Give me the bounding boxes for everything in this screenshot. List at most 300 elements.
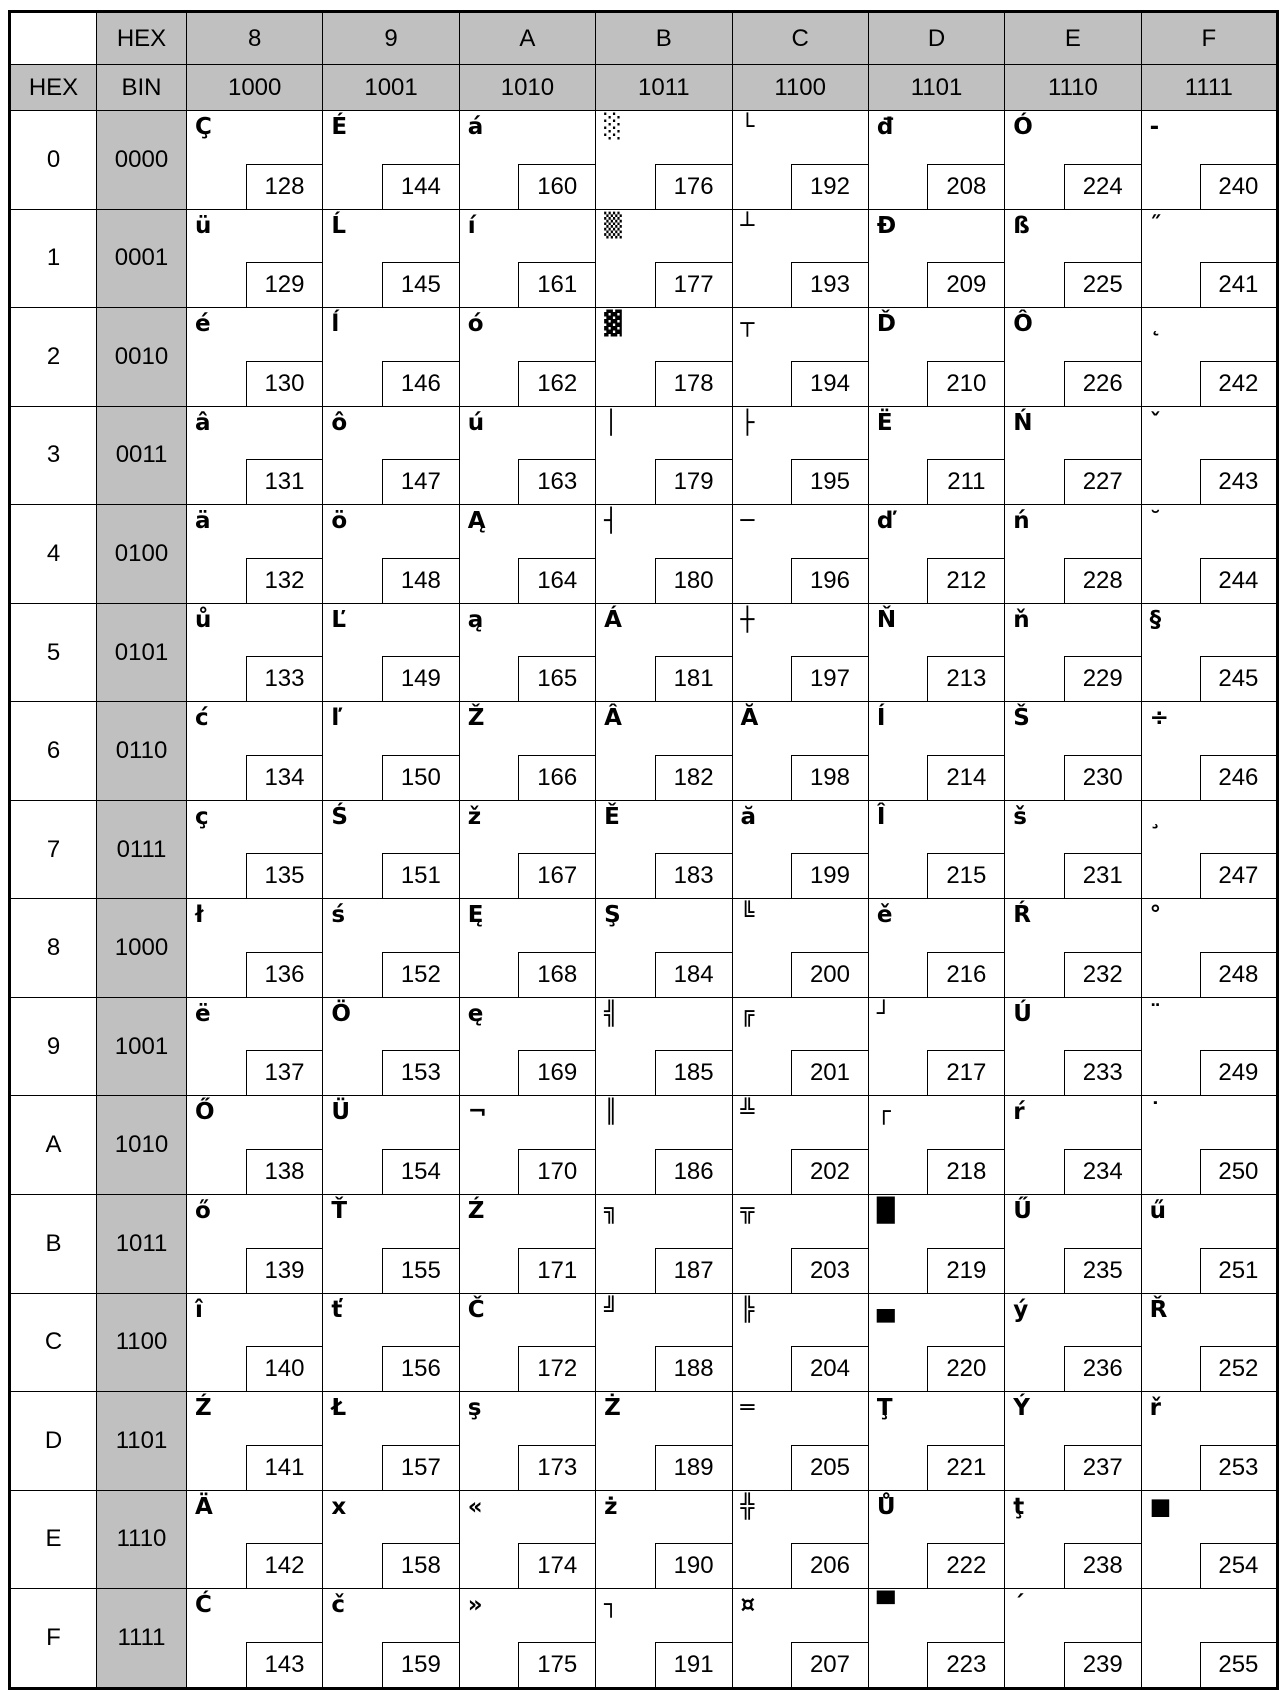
char-cell: [1141, 1392, 1277, 1491]
char-cell: [323, 1096, 459, 1195]
decimal-code: 138: [246, 1149, 323, 1194]
row-bin-value: 1011: [97, 1195, 187, 1294]
col-hex-b: B: [596, 12, 732, 65]
decimal-code: 220: [927, 1346, 1004, 1391]
char-cell: [1141, 1096, 1277, 1195]
char-cell: [732, 603, 868, 702]
decimal-code: 159: [382, 1642, 459, 1687]
char-glyph: ÷: [1149, 705, 1169, 732]
decimal-code: 167: [518, 853, 595, 898]
decimal-code: 226: [1064, 361, 1141, 406]
char-cell: [323, 899, 459, 998]
char-glyph: »: [467, 1592, 483, 1619]
decimal-code: 241: [1200, 262, 1276, 307]
char-glyph: ß: [1013, 212, 1030, 239]
char-glyph: x: [331, 1493, 347, 1520]
char-cell: [187, 111, 323, 210]
char-cell: [1141, 997, 1277, 1096]
decimal-code: 201: [791, 1050, 868, 1095]
char-glyph: ˘: [1149, 508, 1162, 535]
char-glyph: ╣: [604, 1000, 618, 1027]
char-glyph: ľ: [331, 705, 343, 732]
col-bin-c: 1100: [732, 65, 868, 111]
decimal-code: 162: [518, 361, 595, 406]
char-glyph: ╚: [740, 902, 755, 929]
decimal-code: 213: [927, 656, 1004, 701]
char-cell: [323, 1589, 459, 1689]
decimal-code: 210: [927, 361, 1004, 406]
row-hex-digit: 4: [10, 505, 97, 604]
decimal-code: 186: [655, 1149, 732, 1194]
row-bin-value: 0010: [97, 308, 187, 407]
decimal-code: 198: [791, 755, 868, 800]
char-cell: [1005, 1195, 1141, 1294]
char-glyph: └: [740, 114, 755, 140]
char-cell: [868, 1392, 1004, 1491]
decimal-code: 245: [1200, 656, 1276, 701]
char-cell: [323, 1293, 459, 1392]
char-glyph: ´: [1013, 1592, 1025, 1619]
char-cell: [323, 1490, 459, 1589]
char-glyph: ň: [1013, 606, 1030, 633]
char-cell: [187, 997, 323, 1096]
char-cell: [596, 111, 732, 210]
bin-label: BIN: [97, 65, 187, 111]
table-row: [10, 1589, 1278, 1689]
char-glyph: ű: [1149, 1198, 1166, 1225]
col-bin-f: 1111: [1141, 65, 1277, 111]
char-cell: [1141, 603, 1277, 702]
decimal-code: 179: [655, 459, 732, 504]
char-cell: [323, 209, 459, 308]
char-cell: [732, 111, 868, 210]
decimal-code: 233: [1064, 1050, 1141, 1095]
char-glyph: ž: [467, 803, 482, 830]
decimal-code: 227: [1064, 459, 1141, 504]
char-glyph: ┴: [740, 212, 755, 239]
char-glyph: ┼: [740, 606, 755, 633]
char-glyph: ĺ: [331, 311, 340, 338]
char-cell: [1005, 1293, 1141, 1392]
decimal-code: 236: [1064, 1346, 1141, 1391]
hex-header-row: [10, 12, 1278, 65]
char-cell: [596, 1096, 732, 1195]
char-cell: [868, 899, 1004, 998]
char-cell: [868, 1490, 1004, 1589]
char-cell: [868, 1195, 1004, 1294]
table-row: [10, 800, 1278, 899]
char-cell: [187, 406, 323, 505]
table-row: [10, 111, 1278, 210]
decimal-code: 137: [246, 1050, 323, 1095]
char-glyph: Ä: [195, 1493, 213, 1520]
col-hex-c: C: [732, 12, 868, 65]
decimal-code: 199: [791, 853, 868, 898]
char-cell: [459, 997, 595, 1096]
char-glyph: ş: [467, 1395, 482, 1422]
char-glyph: ╔: [740, 1000, 755, 1027]
decimal-code: 224: [1064, 164, 1141, 209]
decimal-code: 208: [927, 164, 1004, 209]
char-glyph: Ý: [1013, 1395, 1030, 1422]
row-bin-value: 1001: [97, 997, 187, 1096]
decimal-code: 206: [791, 1543, 868, 1588]
char-cell: [187, 603, 323, 702]
char-glyph: Ź: [467, 1198, 485, 1225]
row-bin-value: 0110: [97, 702, 187, 801]
decimal-code: 202: [791, 1149, 868, 1194]
char-glyph: ▒: [604, 212, 622, 239]
decimal-code: 243: [1200, 459, 1276, 504]
decimal-code: 240: [1200, 164, 1276, 209]
char-glyph: ä: [195, 508, 211, 535]
char-cell: [1005, 702, 1141, 801]
char-cell: [732, 1490, 868, 1589]
char-cell: [1005, 899, 1141, 998]
char-glyph: Ë: [876, 409, 893, 436]
char-glyph: đ: [876, 114, 894, 140]
char-glyph: Ł: [331, 1395, 347, 1422]
decimal-code: 195: [791, 459, 868, 504]
char-cell: [732, 702, 868, 801]
char-glyph: ╩: [740, 1099, 755, 1126]
table-row: [10, 1392, 1278, 1491]
col-hex-e: E: [1005, 12, 1141, 65]
char-glyph: ô: [331, 409, 348, 436]
char-cell: [459, 702, 595, 801]
char-cell: [459, 800, 595, 899]
decimal-code: 135: [246, 853, 323, 898]
char-glyph: ═: [740, 1395, 755, 1422]
char-cell: [323, 111, 459, 210]
char-cell: [596, 800, 732, 899]
char-glyph: ł: [195, 902, 204, 929]
row-bin-value: 1000: [97, 899, 187, 998]
char-cell: [459, 1195, 595, 1294]
decimal-code: 244: [1200, 558, 1276, 603]
char-glyph: ă: [740, 803, 757, 830]
row-bin-value: 0111: [97, 800, 187, 899]
row-bin-value: 0011: [97, 406, 187, 505]
char-cell: [868, 1096, 1004, 1195]
char-glyph: Ă: [740, 705, 759, 732]
char-glyph: Ů: [876, 1493, 896, 1520]
char-glyph: í: [467, 212, 476, 239]
char-glyph: â: [195, 409, 211, 436]
decimal-code: 217: [927, 1050, 1004, 1095]
decimal-code: 218: [927, 1149, 1004, 1194]
decimal-code: 169: [518, 1050, 595, 1095]
char-cell: [459, 209, 595, 308]
char-glyph: ■: [1149, 1493, 1172, 1520]
decimal-code: 173: [518, 1445, 595, 1490]
char-cell: [1005, 800, 1141, 899]
char-cell: [187, 1293, 323, 1392]
char-cell: [868, 997, 1004, 1096]
decimal-code: 203: [791, 1248, 868, 1293]
decimal-code: 143: [246, 1642, 323, 1687]
decimal-code: 254: [1200, 1543, 1276, 1588]
decimal-code: 252: [1200, 1346, 1276, 1391]
char-cell: [1141, 209, 1277, 308]
char-glyph: Ň: [876, 606, 897, 633]
char-cell: [868, 209, 1004, 308]
char-glyph: ą: [467, 606, 484, 633]
char-cell: [868, 1293, 1004, 1392]
char-glyph: Ŕ: [1013, 902, 1031, 929]
char-glyph: Ő: [195, 1099, 215, 1126]
decimal-code: 144: [382, 164, 459, 209]
row-hex-digit: 0: [10, 111, 97, 210]
char-cell: [1141, 899, 1277, 998]
char-glyph: ╬: [740, 1493, 755, 1520]
decimal-code: 177: [655, 262, 732, 307]
decimal-code: 235: [1064, 1248, 1141, 1293]
decimal-code: 250: [1200, 1149, 1276, 1194]
char-cell: [459, 899, 595, 998]
col-hex-f: F: [1141, 12, 1277, 65]
char-glyph: î: [195, 1296, 203, 1323]
char-cell: [596, 406, 732, 505]
char-glyph: ░: [604, 114, 622, 140]
char-glyph: Ą: [467, 508, 486, 535]
decimal-code: 172: [518, 1346, 595, 1391]
char-glyph: ˝: [1149, 212, 1162, 239]
decimal-code: 214: [927, 755, 1004, 800]
char-cell: [459, 603, 595, 702]
char-glyph: ŕ: [1013, 1099, 1025, 1126]
row-bin-value: 0000: [97, 111, 187, 210]
row-hex-digit: 8: [10, 899, 97, 998]
char-glyph: ő: [195, 1198, 211, 1225]
decimal-code: 165: [518, 656, 595, 701]
col-bin-8: 1000: [187, 65, 323, 111]
char-cell: [596, 1490, 732, 1589]
row-bin-value: 0101: [97, 603, 187, 702]
decimal-code: 253: [1200, 1445, 1276, 1490]
char-cell: [732, 1195, 868, 1294]
decimal-code: 239: [1064, 1642, 1141, 1687]
char-glyph: ╠: [740, 1296, 755, 1323]
char-glyph: ˇ: [1149, 409, 1162, 436]
char-cell: [459, 1096, 595, 1195]
char-cell: [1005, 1589, 1141, 1689]
char-cell: [732, 899, 868, 998]
char-glyph: ˛: [1149, 311, 1162, 338]
char-cell: [732, 1392, 868, 1491]
char-cell: [1005, 1392, 1141, 1491]
char-cell: [1005, 406, 1141, 505]
row-hex-digit: 3: [10, 406, 97, 505]
decimal-code: 242: [1200, 361, 1276, 406]
decimal-code: 140: [246, 1346, 323, 1391]
char-glyph: Ú: [1013, 1000, 1032, 1027]
char-cell: [1005, 1490, 1141, 1589]
char-cell: [187, 1589, 323, 1689]
decimal-code: 158: [382, 1543, 459, 1588]
row-hex-digit: C: [10, 1293, 97, 1392]
char-glyph: ┬: [740, 311, 755, 338]
char-glyph: ů: [195, 606, 212, 633]
char-cell: [732, 209, 868, 308]
decimal-code: 155: [382, 1248, 459, 1293]
decimal-code: 149: [382, 656, 459, 701]
table-body: [10, 111, 1278, 1689]
decimal-code: 197: [791, 656, 868, 701]
char-cell: [596, 1392, 732, 1491]
char-cell: [1141, 1195, 1277, 1294]
decimal-code: 180: [655, 558, 732, 603]
decimal-code: 163: [518, 459, 595, 504]
char-cell: [459, 1589, 595, 1689]
decimal-code: 200: [791, 952, 868, 997]
char-cell: [1141, 406, 1277, 505]
decimal-code: 191: [655, 1642, 732, 1687]
char-cell: [459, 308, 595, 407]
decimal-code: 128: [246, 164, 323, 209]
char-cell: [1005, 997, 1141, 1096]
char-cell: [323, 997, 459, 1096]
char-cell: [1141, 1293, 1277, 1392]
decimal-code: 196: [791, 558, 868, 603]
decimal-code: 152: [382, 952, 459, 997]
char-glyph: -: [1149, 114, 1160, 140]
decimal-code: 188: [655, 1346, 732, 1391]
char-glyph: Ľ: [331, 606, 347, 633]
char-cell: [187, 505, 323, 604]
char-cell: [187, 1392, 323, 1491]
char-glyph: Í: [876, 705, 886, 732]
decimal-code: 133: [246, 656, 323, 701]
char-cell: [868, 505, 1004, 604]
decimal-code: 194: [791, 361, 868, 406]
char-glyph: ę: [467, 1000, 484, 1027]
char-cell: [1141, 800, 1277, 899]
char-glyph: ┤: [604, 508, 618, 535]
decimal-code: 228: [1064, 558, 1141, 603]
char-glyph: ¸: [1149, 803, 1162, 830]
decimal-code: 150: [382, 755, 459, 800]
char-glyph: Ř: [1149, 1296, 1168, 1323]
table-row: [10, 1096, 1278, 1195]
row-hex-digit: 2: [10, 308, 97, 407]
decimal-code: 134: [246, 755, 323, 800]
decimal-code: 129: [246, 262, 323, 307]
decimal-code: 151: [382, 853, 459, 898]
char-glyph: «: [467, 1493, 483, 1520]
col-bin-b: 1011: [596, 65, 732, 111]
char-glyph: á: [467, 114, 484, 140]
decimal-code: 141: [246, 1445, 323, 1490]
char-glyph: ć: [195, 705, 209, 732]
char-cell: [1005, 603, 1141, 702]
char-glyph: Î: [876, 803, 886, 830]
char-cell: [459, 406, 595, 505]
decimal-code: 146: [382, 361, 459, 406]
table-row: [10, 899, 1278, 998]
char-glyph: ▄: [876, 1296, 895, 1323]
char-cell: [459, 111, 595, 210]
char-cell: [868, 308, 1004, 407]
char-glyph: Á: [604, 606, 622, 633]
char-cell: [868, 406, 1004, 505]
decimal-code: 184: [655, 952, 732, 997]
char-glyph: ¤: [740, 1592, 756, 1619]
char-cell: [323, 1195, 459, 1294]
char-glyph: ö: [331, 508, 348, 535]
char-glyph: §: [1149, 606, 1162, 633]
col-hex-8: 8: [187, 12, 323, 65]
decimal-code: 161: [518, 262, 595, 307]
char-cell: [732, 997, 868, 1096]
char-cell: [1141, 1589, 1277, 1689]
char-glyph: ë: [195, 1000, 211, 1027]
decimal-code: 170: [518, 1149, 595, 1194]
char-cell: [732, 308, 868, 407]
char-glyph: ▓: [604, 311, 622, 338]
char-glyph: Š: [1013, 705, 1030, 732]
decimal-code: 145: [382, 262, 459, 307]
decimal-code: 185: [655, 1050, 732, 1095]
decimal-code: 171: [518, 1248, 595, 1293]
decimal-code: 183: [655, 853, 732, 898]
char-glyph: Ě: [604, 803, 620, 830]
char-cell: [596, 209, 732, 308]
decimal-code: 182: [655, 755, 732, 800]
char-cell: [596, 702, 732, 801]
char-glyph: ¬: [467, 1099, 488, 1126]
decimal-code: 204: [791, 1346, 868, 1391]
char-glyph: Ę: [467, 902, 484, 929]
char-glyph: Ž: [467, 705, 485, 732]
char-cell: [732, 406, 868, 505]
char-glyph: Ĺ: [331, 212, 347, 239]
char-cell: [868, 800, 1004, 899]
char-cell: [323, 800, 459, 899]
char-glyph: ě: [876, 902, 893, 929]
decimal-code: 166: [518, 755, 595, 800]
decimal-code: 238: [1064, 1543, 1141, 1588]
row-bin-value: 0100: [97, 505, 187, 604]
row-hex-digit: 6: [10, 702, 97, 801]
table-row: [10, 505, 1278, 604]
char-cell: [596, 1293, 732, 1392]
char-cell: [596, 1195, 732, 1294]
decimal-code: 189: [655, 1445, 732, 1490]
char-cell: [596, 1589, 732, 1689]
char-cell: [187, 308, 323, 407]
decimal-code: 232: [1064, 952, 1141, 997]
corner-cell: [10, 12, 97, 65]
decimal-code: 174: [518, 1543, 595, 1588]
char-glyph: Ń: [1013, 409, 1033, 436]
char-cell: [187, 1490, 323, 1589]
char-cell: [596, 505, 732, 604]
col-bin-a: 1010: [459, 65, 595, 111]
decimal-code: 192: [791, 164, 868, 209]
decimal-code: 231: [1064, 853, 1141, 898]
char-cell: [459, 505, 595, 604]
char-glyph: ř: [1149, 1395, 1161, 1422]
char-cell: [187, 899, 323, 998]
decimal-code: 132: [246, 558, 323, 603]
char-glyph: ╗: [604, 1198, 618, 1225]
decimal-code: 130: [246, 361, 323, 406]
row-hex-digit: 9: [10, 997, 97, 1096]
decimal-code: 181: [655, 656, 732, 701]
char-cell: [323, 505, 459, 604]
row-bin-value: 0001: [97, 209, 187, 308]
